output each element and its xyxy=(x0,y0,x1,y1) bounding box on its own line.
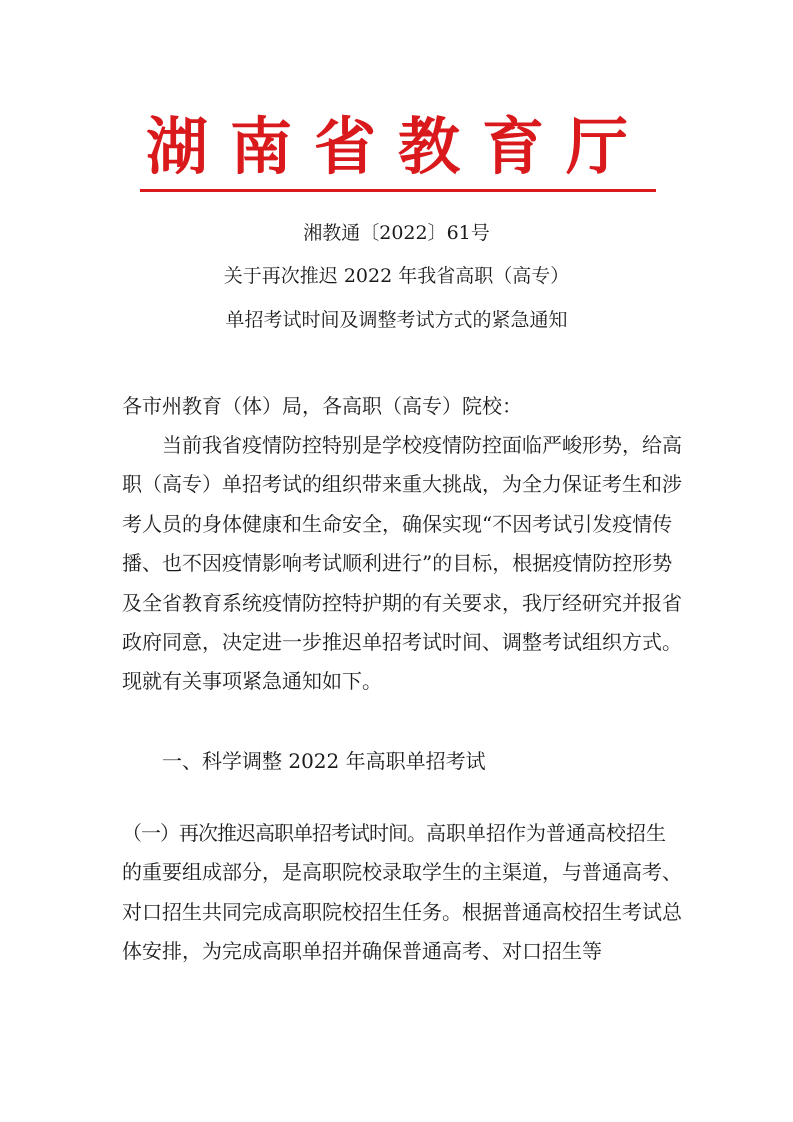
section-heading-1: 一、科学调整 2022 年高职单招考试 xyxy=(162,749,486,773)
body-paragraph-2 xyxy=(122,814,682,972)
document-number: 湘教通〔2022〕61号 xyxy=(303,222,490,244)
subsection-heading-1: （一）再次推迟高职单招考试时间。 xyxy=(122,821,426,845)
document-title-line-2: 单招考试时间及调整考试方式的紧急通知 xyxy=(225,309,568,331)
salutation: 各市州教育（体）局，各高职（高专）院校： xyxy=(122,394,522,418)
body-paragraph-1: 当前我省疫情防控特别是学校疫情防控面临严峻形势，给高职（高专）单招考试的组织带来重大挑战，为全力保证考生和涉考人员的身体健康和生命安全，确保实现“不因考试引发疫情传播、也不因疫情影响考试顺利进行”的目标，根据疫情防控形势及全省教育系统疫情防控特护期的有关要求，我厅经研究并报省政府同意，决定进一步推迟单招考试时间、调整考试组织方式。现就有关事项紧急通知如下。 xyxy=(122,433,682,694)
subsection-text-1: 高职单招作为普通高校招生的重要组成部分，是高职院校录取学生的主渠道，与普通高考、对口招生共同完成高职院校招生任务。根据普通高校招生考试总体安排，为完成高职单招并确保普通高考、对口招生等 xyxy=(122,821,682,964)
masthead-title: 湖南省教育厅 xyxy=(145,110,650,183)
masthead-red-rule xyxy=(140,189,656,192)
document-title-line-1: 关于再次推迟 2022 年我省高职（高专） xyxy=(223,265,570,287)
